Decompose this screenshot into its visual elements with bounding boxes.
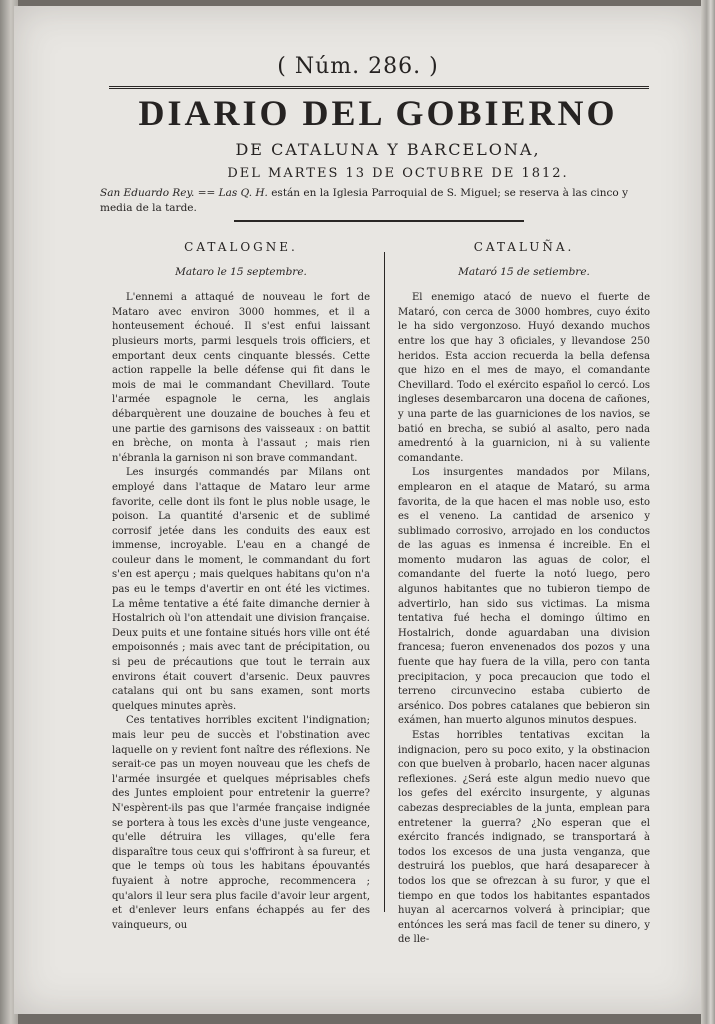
religious-notice <box>100 186 652 216</box>
notice-saint: San Eduardo Rey. <box>100 187 195 199</box>
newspaper-page <box>14 6 702 1014</box>
section-rule <box>234 220 524 222</box>
french-column <box>112 240 370 933</box>
newspaper-title: DIARIO DEL GOBIERNO <box>138 93 618 133</box>
notice-separator: == <box>197 187 216 199</box>
spanish-column-heading: CATALUÑA. <box>473 240 575 254</box>
french-paragraph: Les insurgés commandés par Milans ont employé dans l'attaque de Mataro leur arme favorite, celle dont ils font le plus noble usage, le poison. La quantité d'arsenic et de sublimé corrosif jetée dans les conduits des eaux est immense, incroyable. L'eau en a changé de couleur dans le moment, le commandant du fort s'en est aperçu ; mais quelques habitans qu'on n'a pas eu le temps d'avertir en ont été les victimes. La même tentative a été faite dimanche dernier à Hostalrich où l'on attendait une division française. Deux puits et une fontaine situés hors ville ont été empoisonnés ; mais avec tant de précipitation, ou si peu de précautions que tout le terrain aux environs était couvert d'arsenic. Deux pauvres catalans qui ont bu sans examen, sont morts quelques minutes après. <box>112 467 370 712</box>
spanish-column <box>398 240 650 948</box>
newspaper-subtitle: DE CATALUNA Y BARCELONA, <box>235 140 541 159</box>
french-paragraph: Ces tentatives horribles excitent l'indignation; mais leur peu de succès et l'obstination avec laquelle on y revient font naître des réflexions. Ne serait-ce pas un moyen nouveau que les chefs de l'armée insurgée et quelques méprisables chefs des Juntes emploient pour entretenir la guerre? N'espèrent-ils pas que l'armée française indignée se portera à tous les excès d'une juste vengeance, qu'elle détruira les villages, qu'elle fera disparaître tous ceux qui s'offriront à sa fureur, et que le temps où tous les habitans épouvantés fuyaient à notre approche, recommencera ; qu'alors il leur sera plus facile d'avoir leur argent, et d'enlever leurs enfans échappés au fer des vainqueurs, ou <box>112 715 370 931</box>
issue-number: ( Núm. 286. ) <box>277 54 439 79</box>
notice-text: están en la Iglesia Parroquial de S. Miguel; se reserva à las cinco y media de la tarde. <box>100 187 629 214</box>
notice-qh: Las Q. H. <box>218 187 268 199</box>
issue-date: DEL MARTES 13 DE OCTUBRE DE 1812. <box>227 166 569 181</box>
spanish-paragraph: Los insurgentes mandados por Milans, emplearon en el ataque de Mataró, su arma favorita, de la que hacen el mas noble uso, esto es el veneno. La cantidad de arsenico y sublimado corrosivo, arrojado en los conductos de las aguas es inmensa é increible. En el momento mudaron las aguas de color, el comandante del fuerte la notó luego, pero algunos habitantes que no tubieron tiempo de advertirlo, han sido sus victimas. La misma tentativa fué hecha el domingo último en Hostalrich, donde aguardaban una division francesa; fueron envenenados dos pozos y una fuente que hay fuera de la villa, pero con tanta precipitacion, y poca precaucion que todo el terreno circunvecino estaba cubierto de arsénico. Dos pobres catalanes que bebieron sin exámen, han muerto algunos minutos despues. <box>398 467 650 727</box>
spanish-paragraph: El enemigo atacó de nuevo el fuerte de Mataró, con cerca de 3000 hombres, cuyo éxito le ha sido vergonzoso. Huyó dexando muchos entre los que hay 3 oficiales, y llevandose 250 heridos. Esta accion recuerda la bella defensa que hizo en el mes de mayo, el comandante Chevillard. Todo el exército español lo cercó. Los ingleses desembarcaron una docena de cañones, y una parte de las guarniciones de los navios, se batió en brecha, se subió al asalto, pero nada amedrentó à la guarnicion, ni à su valiente comandante. <box>398 292 650 464</box>
spanish-column-dateline: Mataró 15 de setiembre. <box>458 265 590 278</box>
spanish-paragraph: Estas horribles tentativas excitan la indignacion, pero su poco exito, y la obstinacion con que buelven à probarlo, hacen nacer algunas reflexiones. ¿Será este algun medio nuevo que los gefes del exército insurgente, y algunas cabezas despreciables de la junta, emplean para entretener la guerra? ¿No esperan que el exército francés indignado, se transportará à todos los excesos de una justa venganza, que destruirá los pueblos, que hará desaparecer à todos los que se ofrezcan à su furor, y que el tiempo en que todos los habitantes espantados huyan al acercarnos volverá à principiar; que entónces les será mas facil de tener su dinero, y de lle- <box>398 730 650 946</box>
page-stack-edge <box>701 0 715 1024</box>
french-column-heading: CATALOGNE. <box>184 240 298 254</box>
french-paragraph: L'ennemi a attaqué de nouveau le fort de Mataro avec environ 3000 hommes, et il a honteusement échoué. Il s'est enfui laissant plusieurs morts, parmi lesquels trois officiers, et emportant deux cents cinquante blessés. Cette action rappelle la belle défense qui fit dans le mois de mai le commandant Chevillard. Toute l'armée espagnole le cerna, les anglais débarquèrent une douzaine de bouches à feu et une partie des garnisons des vaisseaux : on battit en brèche, on monta à l'assaut ; mais rien n'ébranla la garnison ni son brave commandant. <box>112 292 370 464</box>
french-column-dateline: Mataro le 15 septembre. <box>175 265 307 278</box>
column-divider <box>384 252 385 912</box>
